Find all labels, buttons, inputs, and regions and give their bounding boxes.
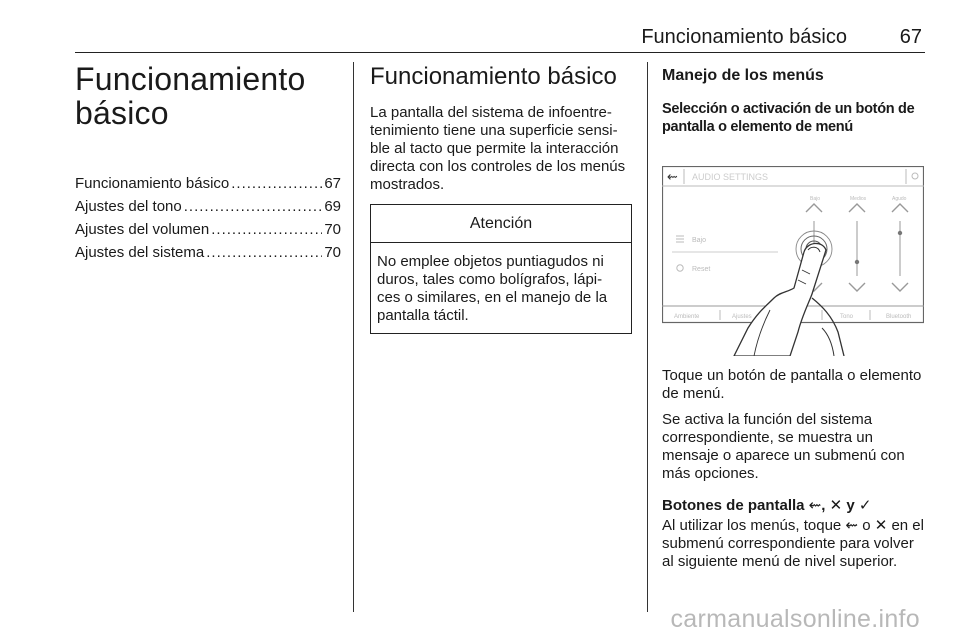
svg-text:Reset: Reset <box>692 266 711 273</box>
back-arrow-icon: ⇜ <box>667 170 678 185</box>
close-icon: ✕ <box>874 517 888 534</box>
close-icon: ✕ <box>829 497 843 514</box>
menus-subtitle: Selección o activación de un botón de pantalla o elemento de menú <box>662 101 915 135</box>
navigation-paragraph: Al utilizar los menús, toque ⇜ o ✕ en el submenú correspondiente para volver al siguiente menú de nivel superior. <box>662 517 924 570</box>
buttons-heading: Botones de pantalla ⇜, ✕ y ✓ <box>662 497 872 514</box>
toc-entry[interactable]: Funcionamiento básico ..... 67 <box>75 172 341 195</box>
screen-title: AUDIO SETTINGS <box>692 172 769 182</box>
instruction-paragraph: Toque un botón de pantalla o elemento de menú. <box>662 367 922 402</box>
back-arrow-icon: ⇜ <box>808 497 822 514</box>
svg-text:Bluetooth: Bluetooth <box>886 314 912 320</box>
toc-entry[interactable]: Ajustes del sistema ..... 70 <box>75 241 341 264</box>
section-title: Funcionamiento básico <box>370 63 617 90</box>
checkmark-icon: ✓ <box>858 497 872 514</box>
intro-paragraph: La pantalla del sistema de infoentre-tenimiento tiene una superficie sensi-ble al tacto que permite la interacción directa con los controles de los menús mostrados. <box>370 104 626 193</box>
column-divider <box>353 62 354 612</box>
back-arrow-icon: ⇜ <box>845 517 859 534</box>
column-divider <box>647 62 648 612</box>
svg-text:Tono: Tono <box>840 314 854 320</box>
svg-text:Medios: Medios <box>850 196 867 202</box>
header-title: Funcionamiento básico <box>641 26 847 48</box>
menus-title: Manejo de los menús <box>662 67 824 84</box>
svg-text:Agudo: Agudo <box>892 196 907 202</box>
chapter-title: Funcionamiento básico <box>75 61 306 131</box>
page-header <box>75 24 925 53</box>
watermark: carmanualsonline.info <box>670 605 920 633</box>
touchscreen-illustration <box>662 166 924 356</box>
attention-box <box>370 204 632 334</box>
chapter-column <box>75 62 341 264</box>
svg-text:Bajo: Bajo <box>692 237 707 244</box>
table-of-contents <box>75 172 341 264</box>
section-column <box>370 62 632 334</box>
svg-text:Ajustes: Ajustes <box>732 314 752 320</box>
menus-column <box>662 62 926 571</box>
page-number: 67 <box>899 26 922 48</box>
attention-heading: Atención <box>371 205 631 243</box>
toc-entry[interactable]: Ajustes del volumen ..... 70 <box>75 218 341 241</box>
svg-text:Ambiente: Ambiente <box>674 314 700 320</box>
svg-text:Bajo: Bajo <box>810 196 821 202</box>
attention-text: No emplee objetos puntiagudos ni duros, tales como bolígrafos, lápi-ces o similares, en el manejo de la pantalla táctil. <box>377 253 608 324</box>
result-paragraph: Se activa la función del sistema correspondiente, se muestra un mensaje o aparece un submenú con más opciones. <box>662 411 905 482</box>
toc-entry[interactable]: Ajustes del tono ..... 69 <box>75 195 341 218</box>
